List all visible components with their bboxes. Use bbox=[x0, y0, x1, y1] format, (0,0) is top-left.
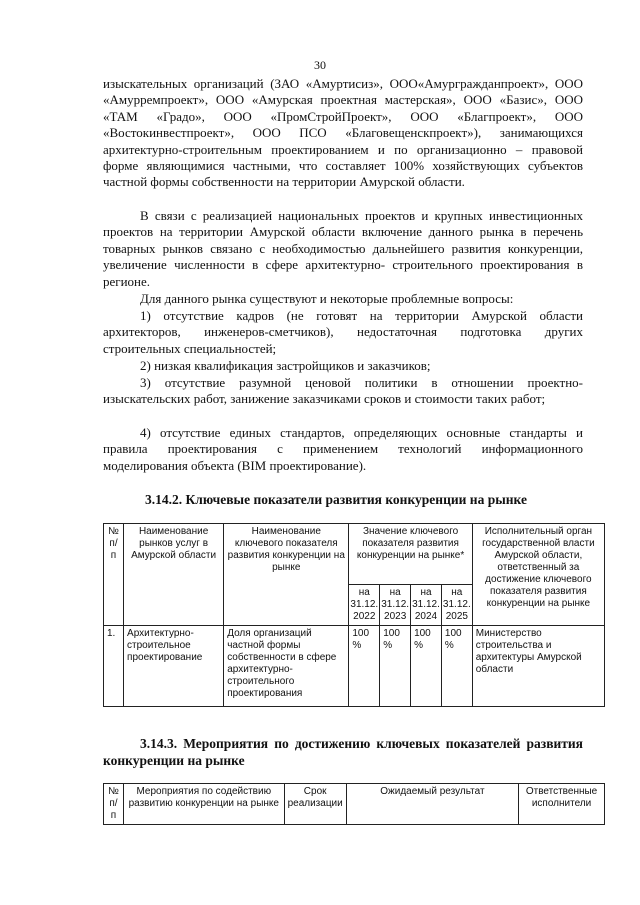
paragraph-text: изыскательных организаций (ЗАО «Амуртисиз», ООО«Амургражданпроект», ООО «Амурремпроект», ООО «Амурская проектная мастерская», ООО «Базис», ООО «ТАМ «Градо», ООО «ПромСтройПроект», ООО «Благпроект», ООО «Востокинвестпроект», ООО ПСО «Благовещенскпроект»), занимающихся архитектурно-строительным проектированием и по организационно – правовой форме являющимися частными, что составляет 100% хозяйствующих субъектов частной формы собственности на территории Амурской области. bbox=[103, 76, 583, 190]
table-row bbox=[104, 626, 605, 707]
header-result: Ожидаемый результат bbox=[346, 784, 518, 825]
section-heading-3-14-3 bbox=[103, 735, 583, 769]
header-org: Исполнительный орган государственной власти Амурской области, ответственный за достижение ключевого показателя развития конкуренции на рынке bbox=[472, 524, 604, 626]
section-heading-3-14-2: 3.14.2. Ключевые показатели развития конкуренции на рынке bbox=[145, 492, 527, 507]
page-number: 30 bbox=[314, 58, 326, 72]
header-responsible: Ответственные исполнители bbox=[519, 784, 605, 825]
row-num: 1. bbox=[104, 626, 124, 707]
header-date-2025: на 31.12. 2025 bbox=[441, 585, 472, 626]
header-date-2023: на 31.12. 2023 bbox=[380, 585, 411, 626]
paragraph-6 bbox=[103, 375, 583, 408]
paragraph-7 bbox=[103, 425, 583, 474]
header-date-2022: на 31.12. 2022 bbox=[349, 585, 380, 626]
header-date-2024: на 31.12. 2024 bbox=[411, 585, 442, 626]
table-header-row bbox=[104, 784, 605, 825]
row-value-2022: 100 % bbox=[349, 626, 380, 707]
paragraph-3 bbox=[103, 291, 583, 307]
paragraph-1 bbox=[103, 76, 583, 191]
row-value-2023: 100 % bbox=[380, 626, 411, 707]
header-indicator: Наименование ключевого показателя развития конкуренции на рынке bbox=[224, 524, 349, 626]
paragraph-text: 4) отсутствие единых стандартов, определяющих основные стандарты и правила проектирования с применением технологий информационного моделирования объекта (BIM проектирование). bbox=[103, 425, 583, 473]
paragraph-text: 2) низкая квалификация застройщиков и заказчиков; bbox=[140, 358, 431, 373]
paragraph-text: 3) отсутствие разумной ценовой политики в отношении проектно-изыскательских работ, занижение заказчиками сроков и стоимости таких работ; bbox=[103, 375, 583, 407]
paragraph-4 bbox=[103, 308, 583, 357]
header-value: Значение ключевого показателя развития конкуренции на рынке* bbox=[349, 524, 472, 585]
row-value-2025: 100 % bbox=[441, 626, 472, 707]
measures-table bbox=[103, 783, 605, 825]
key-indicators-table bbox=[103, 523, 605, 707]
row-indicator: Доля организаций частной формы собственности в сфере архитектурно-строительного проектирования bbox=[224, 626, 349, 707]
paragraph-5 bbox=[103, 358, 583, 374]
heading-text: 3.14.3. Мероприятия по достижению ключевых показателей развития конкуренции на рынке bbox=[103, 736, 583, 768]
header-measures: Мероприятия по содействию развитию конкуренции на рынке bbox=[123, 784, 284, 825]
paragraph-text: 1) отсутствие кадров (не готовят на территории Амурской области архитекторов, инженеров-сметчиков), недостаточная подготовка других строительных специальностей; bbox=[103, 308, 583, 356]
header-num: № п/п bbox=[104, 524, 124, 626]
row-market: Архитектурно-строительное проектирование bbox=[124, 626, 224, 707]
table-header-row bbox=[104, 524, 605, 585]
header-market: Наименование рынков услуг в Амурской области bbox=[124, 524, 224, 626]
row-value-2024: 100 % bbox=[411, 626, 442, 707]
row-org: Министерство строительства и архитектуры Амурской области bbox=[472, 626, 604, 707]
paragraph-text: В связи с реализацией национальных проектов и крупных инвестиционных проектов на территории Амурской области включение данного рынка в перечень товарных рынков связано с необходимостью дальнейшего развития конкуренции, увеличение численности в сфере архитектурно- строительного проектирования в регионе. bbox=[103, 208, 583, 289]
paragraph-text: Для данного рынка существуют и некоторые проблемные вопросы: bbox=[140, 291, 514, 306]
header-num: № п/п bbox=[104, 784, 124, 825]
header-term: Срок реализации bbox=[284, 784, 346, 825]
paragraph-2 bbox=[103, 208, 583, 290]
